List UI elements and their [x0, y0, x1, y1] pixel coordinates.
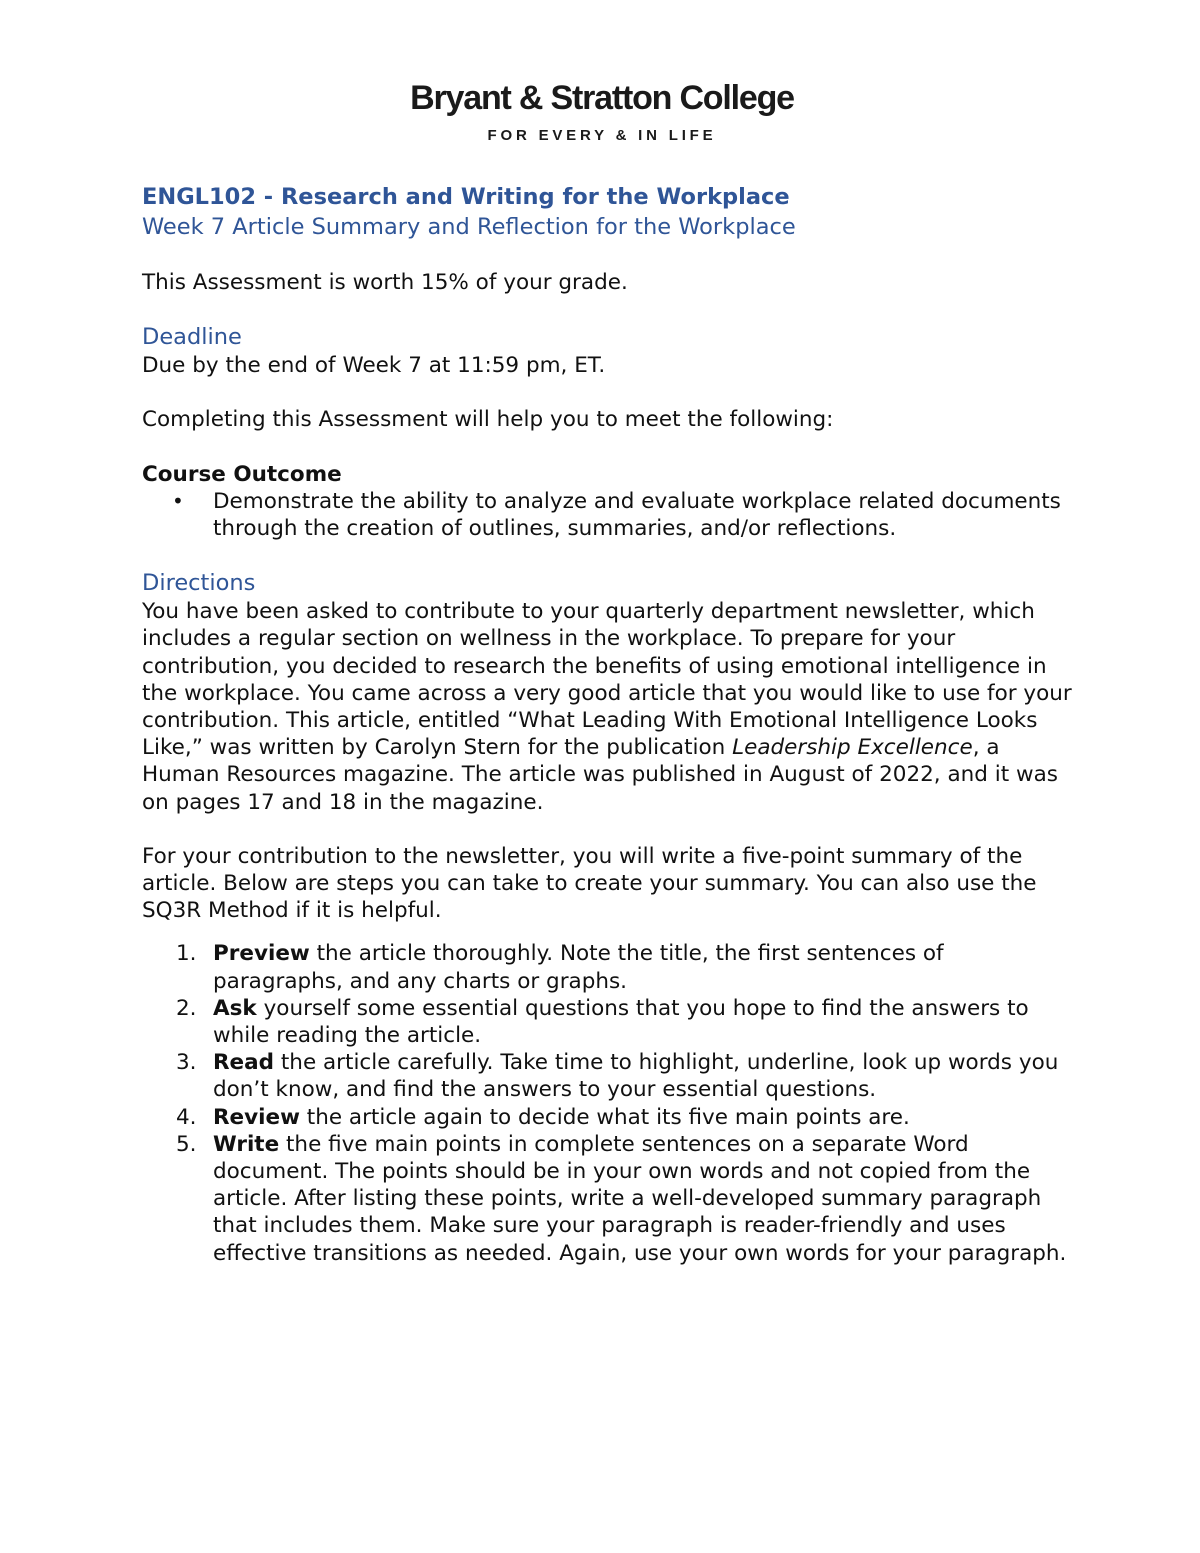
- step-number: 3.: [176, 1050, 197, 1076]
- directions-paragraph-1: [142, 598, 1072, 816]
- step-text: the article again to decide what its five main points are.: [299, 1104, 910, 1130]
- course-outcome-list: [142, 488, 1072, 542]
- deadline-text: Due by the end of Week 7 at 11:59 pm, ET.: [142, 353, 606, 379]
- step-keyword: Read: [213, 1050, 275, 1076]
- para-text: You have been asked to contribute to your quarterly department newsletter, which includes a regular section on wellness in the workplace. To prepare for your contribution, you decided to research the benefits of using emotional intelligence in the workplace. You came across a very good article that you would like to use for your contribution. This article, entitled “What Leading With Emotional Intelligence Looks Like,” was written by Carolyn Stern for the publication: [142, 599, 1072, 761]
- step-text: the article carefully. Take time to highlight, underline, look up words you don’t know, and find the answers to your essential questions.: [213, 1050, 1059, 1103]
- step-keyword: Preview: [213, 941, 310, 967]
- list-item: [142, 940, 1072, 994]
- worth-text: This Assessment is worth 15% of your grade.: [142, 270, 628, 295]
- college-logo: [396, 78, 808, 146]
- list-item: [142, 1049, 1072, 1103]
- steps-list: [142, 940, 1072, 1266]
- step-text: the article thoroughly. Note the title, the first sentences of paragraphs, and any charts or graphs.: [213, 941, 944, 994]
- step-number: 4.: [176, 1104, 197, 1130]
- deadline-heading: Deadline: [142, 324, 242, 351]
- completing-text: Completing this Assessment will help you to meet the following:: [142, 407, 834, 433]
- directions-heading: Directions: [142, 570, 256, 597]
- list-item: [142, 1131, 1072, 1267]
- assignment-title: Week 7 Article Summary and Reflection for the Workplace: [142, 214, 796, 240]
- step-number: 1.: [176, 941, 197, 967]
- step-keyword: Review: [213, 1104, 300, 1130]
- logo-tagline: FOR EVERY & IN LIFE: [487, 127, 717, 144]
- list-item: [142, 1104, 1072, 1131]
- course-outcome-heading: Course Outcome: [142, 461, 342, 487]
- step-text: the five main points in complete sentences on a separate Word document. The points should be in your own words and not copied from the article. After listing these points, write a well-developed summary paragraph that includes them. Make sure your paragraph is reader-friendly and uses effective transitions as needed. Again, use your own words for your paragraph.: [213, 1131, 1067, 1266]
- directions-paragraph-2: For your contribution to the newsletter, you will write a five-point summary of the article. Below are steps you can take to create your summary. You can also use the SQ3R Method if it is helpful.: [142, 843, 1037, 924]
- outcome-text: Demonstrate the ability to analyze and evaluate workplace related documents through the creation of outlines, summaries, and/or reflections.: [213, 488, 1061, 542]
- bullet-icon: •: [172, 488, 184, 513]
- list-item: [142, 995, 1072, 1049]
- para-text: , a Human Resources magazine. The article was published in August of 2022, and it was on pages 17 and 18 in the magazine.: [142, 735, 1058, 815]
- course-title: ENGL102 - Research and Writing for the Workplace: [142, 184, 790, 210]
- list-item: [142, 488, 1072, 542]
- publication-title: Leadership Excellence: [732, 735, 973, 761]
- step-keyword: Write: [213, 1131, 280, 1157]
- logo-name: Bryant & Stratton College: [410, 79, 794, 117]
- step-number: 5.: [176, 1131, 197, 1157]
- step-number: 2.: [176, 995, 197, 1021]
- step-text: yourself some essential questions that you hope to find the answers to while reading the article.: [213, 995, 1029, 1049]
- step-keyword: Ask: [213, 995, 257, 1021]
- document-body: [142, 182, 1072, 1267]
